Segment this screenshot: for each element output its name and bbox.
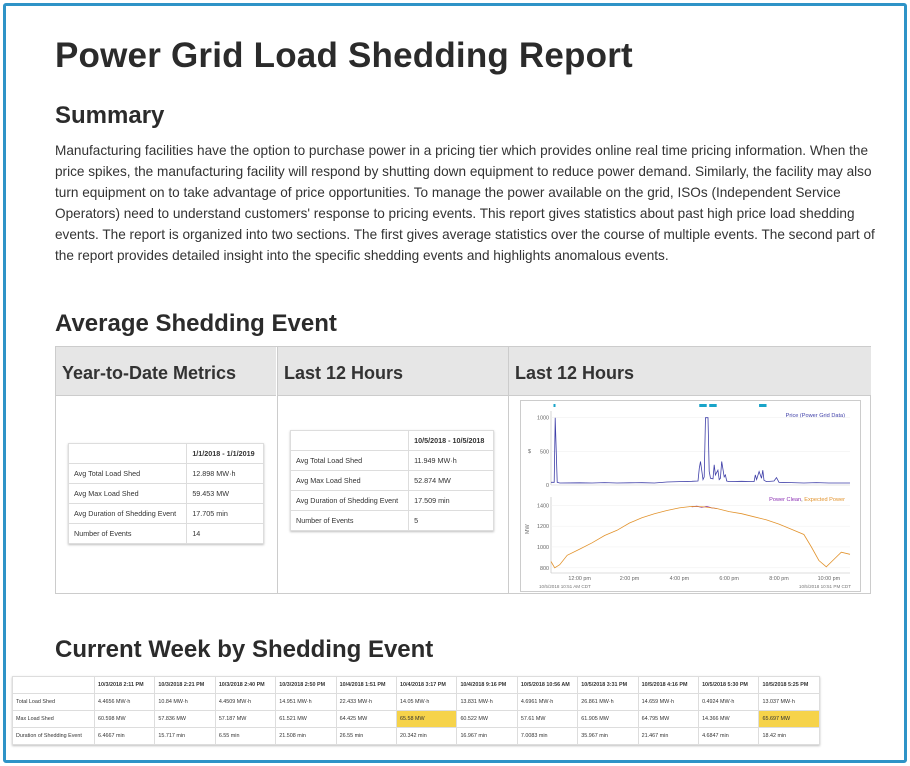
anomaly-cell: 65.58 MW — [397, 711, 457, 728]
y-tick-label: 1400 — [537, 503, 549, 510]
table-cell: 61.521 MW — [276, 711, 336, 728]
last12-metrics-table — [290, 430, 494, 531]
x-tick-label: 6:00 pm — [719, 576, 739, 582]
row-label: Total Load Shed — [13, 694, 95, 711]
y-tick-label: 1000 — [537, 415, 549, 422]
table-cell: 21.508 min — [276, 728, 336, 745]
table-row — [69, 484, 264, 504]
event-marker — [709, 404, 716, 407]
metric-label: Avg Duration of Shedding Event — [69, 504, 187, 524]
y-tick-label: 1200 — [537, 524, 549, 531]
table-corner — [13, 677, 95, 694]
power-legend: Power Clean, Expected Power — [769, 497, 845, 503]
price-legend: Price (Power Grid Data) — [785, 413, 845, 419]
row-label: Max Load Shed — [13, 711, 95, 728]
table-cell: 26.55 min — [336, 728, 396, 745]
metric-value: 52.874 MW — [409, 471, 494, 491]
expected-power-legend: Expected Power — [804, 497, 845, 503]
table-cell: 14.366 MW — [699, 711, 759, 728]
event-column-header: 10/5/2018 10:56 AM — [517, 677, 577, 694]
table-cell: 16.967 min — [457, 728, 517, 745]
table-cell: 35.967 min — [578, 728, 638, 745]
table-row — [13, 694, 820, 711]
table-cell: 64.425 MW — [336, 711, 396, 728]
x-tick-label: 4:00 pm — [669, 576, 690, 582]
x-tick-label: 2:00 pm — [619, 576, 640, 582]
table-cell: 22.433 MW·h — [336, 694, 396, 711]
event-marker — [553, 404, 555, 407]
event-column-header: 10/3/2018 2:21 PM — [155, 677, 215, 694]
metric-value: 59.453 MW — [187, 484, 264, 504]
table-cell: 4.6847 min — [699, 728, 759, 745]
table-corner — [291, 431, 409, 451]
metric-label: Avg Duration of Shedding Event — [291, 491, 409, 511]
table-cell: 18.42 min — [759, 728, 820, 745]
table-row — [13, 728, 820, 745]
chart-start-label: 10/5/2018 10:51 AM CDT — [539, 584, 591, 589]
current-week-heading: Current Week by Shedding Event — [55, 636, 434, 663]
table-cell: 14.951 MW·h — [276, 694, 336, 711]
table-cell: 15.717 min — [155, 728, 215, 745]
ytd-panel-header: Year-to-Date Metrics — [56, 347, 276, 396]
table-header-row — [291, 431, 494, 451]
power-chart — [520, 400, 861, 592]
ytd-column-header: 1/1/2018 - 1/1/2019 — [187, 444, 264, 464]
event-column-header: 10/3/2018 2:50 PM — [276, 677, 336, 694]
table-cell: 26.861 MW·h — [578, 694, 638, 711]
table-cell: 21.467 min — [638, 728, 698, 745]
power-clean-legend: Power Clean — [769, 497, 802, 503]
metric-value: 17.705 min — [187, 504, 264, 524]
table-cell: 10.84 MW·h — [155, 694, 215, 711]
ytd-panel — [56, 347, 276, 593]
table-cell: 61.905 MW — [578, 711, 638, 728]
metric-label: Avg Total Load Shed — [69, 464, 187, 484]
table-row — [291, 471, 494, 491]
metric-value: 5 — [409, 511, 494, 531]
table-cell: 4.4656 MW·h — [95, 694, 155, 711]
table-cell: 60.522 MW — [457, 711, 517, 728]
event-column-header: 10/3/2018 2:40 PM — [215, 677, 275, 694]
report-frame — [3, 3, 907, 763]
table-corner — [69, 444, 187, 464]
series-line — [551, 418, 850, 483]
y-tick-label: 0 — [546, 483, 549, 489]
x-tick-label: 8:00 pm — [769, 576, 789, 582]
x-tick-label: 10:00 pm — [817, 576, 841, 582]
y-tick-label: 1000 — [537, 544, 549, 551]
table-cell: 14.659 MW·h — [638, 694, 698, 711]
table-cell: 57.836 MW — [155, 711, 215, 728]
table-row — [69, 504, 264, 524]
metric-value: 14 — [187, 524, 264, 544]
table-header-row — [13, 677, 820, 694]
power-axis-label: MW — [525, 524, 531, 534]
table-row — [13, 711, 820, 728]
metric-value: 11.949 MW·h — [409, 451, 494, 471]
event-column-header: 10/5/2018 3:31 PM — [578, 677, 638, 694]
chart-end-label: 10/5/2018 10:51 PM CDT — [798, 584, 851, 589]
table-row — [291, 491, 494, 511]
table-row — [69, 464, 264, 484]
table-cell: 4.4509 MW·h — [215, 694, 275, 711]
metric-label: Avg Total Load Shed — [291, 451, 409, 471]
event-marker — [699, 404, 706, 407]
table-cell: 6.4667 min — [95, 728, 155, 745]
series-line — [551, 506, 850, 567]
table-cell: 0.4924 MW·h — [699, 694, 759, 711]
table-cell: 13.831 MW·h — [457, 694, 517, 711]
metric-label: Avg Max Load Shed — [291, 471, 409, 491]
event-column-header: 10/5/2018 5:30 PM — [699, 677, 759, 694]
table-cell: 4.6961 MW·h — [517, 694, 577, 711]
event-column-header: 10/4/2018 1:51 PM — [336, 677, 396, 694]
x-tick-label: 12:00 pm — [568, 576, 591, 582]
table-cell: 60.598 MW — [95, 711, 155, 728]
metric-label: Avg Max Load Shed — [69, 484, 187, 504]
average-shedding-heading: Average Shedding Event — [55, 310, 337, 337]
summary-heading: Summary — [55, 102, 165, 129]
current-week-table — [12, 676, 820, 745]
table-row — [291, 511, 494, 531]
table-row — [69, 524, 264, 544]
report-title: Power Grid Load Shedding Report — [55, 36, 633, 75]
ytd-metrics-table — [68, 443, 264, 544]
table-cell: 64.795 MW — [638, 711, 698, 728]
table-cell: 13.037 MW·h — [759, 694, 820, 711]
summary-text: Manufacturing facilities have the option to purchase power in a pricing tier which provides online real time pricing information. When the price spikes, the manufacturing facility will respond by shutting down equipment to reduce power demand. Similarly, the facility may also turn equipment on to take advantage of price opportunities. To manage the power available on the grid, ISOs (Independent Service Operators) need to understand customers' response to pricing events. This report gives statistics about past high price load shedding events. The report is organized into two sections. The first gives average statistics over the course of multiple events. The second part of the report provides detailed insight into the specific shedding events and highlights anomalous events. — [55, 143, 875, 263]
average-panels — [55, 346, 871, 594]
event-column-header: 10/3/2018 2:11 PM — [95, 677, 155, 694]
table-header-row — [69, 444, 264, 464]
price-axis-label: $ — [528, 449, 531, 455]
table-cell: 6.55 min — [215, 728, 275, 745]
event-column-header: 10/5/2018 4:16 PM — [638, 677, 698, 694]
metric-label: Number of Events — [69, 524, 187, 544]
table-cell: 14.05 MW·h — [397, 694, 457, 711]
last12-chart-panel — [508, 347, 871, 593]
table-cell: 57.187 MW — [215, 711, 275, 728]
y-tick-label: 500 — [540, 449, 549, 456]
table-row — [291, 451, 494, 471]
metric-label: Number of Events — [291, 511, 409, 531]
table-cell: 20.342 min — [397, 728, 457, 745]
metric-value: 17.509 min — [409, 491, 494, 511]
power-chart-svg — [521, 401, 860, 591]
table-cell: 7.0083 min — [517, 728, 577, 745]
event-column-header: 10/4/2018 3:17 PM — [397, 677, 457, 694]
event-marker — [759, 404, 766, 407]
event-column-header: 10/5/2018 5:25 PM — [759, 677, 820, 694]
last12-column-header: 10/5/2018 - 10/5/2018 — [409, 431, 494, 451]
table-cell: 57.61 MW — [517, 711, 577, 728]
row-label: Duration of Shedding Event — [13, 728, 95, 745]
last12-metrics-panel — [277, 347, 508, 593]
metric-value: 12.898 MW·h — [187, 464, 264, 484]
chart-panel-header: Last 12 Hours — [509, 347, 871, 396]
last12-panel-header: Last 12 Hours — [278, 347, 508, 396]
event-column-header: 10/4/2018 9:16 PM — [457, 677, 517, 694]
anomaly-cell: 65.697 MW — [759, 711, 820, 728]
y-tick-label: 800 — [540, 565, 549, 572]
